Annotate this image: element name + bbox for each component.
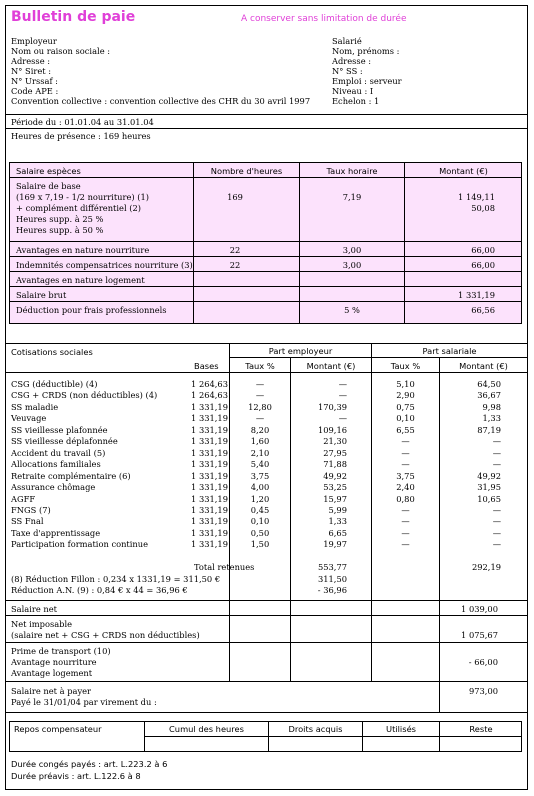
net-salary-amount: 1 039,00 bbox=[461, 604, 498, 614]
contrib-row-ee-rate: — bbox=[401, 459, 410, 469]
contrib-row-er-rate: 8,20 bbox=[250, 425, 270, 435]
contrib-row-base: 1 331,19 bbox=[191, 539, 228, 549]
contrib-row-label: SS Fnal bbox=[11, 516, 44, 526]
contrib-row-base: 1 331,19 bbox=[191, 402, 228, 412]
contrib-row-base: 1 331,19 bbox=[191, 505, 228, 515]
notice-period-note: Durée préavis : art. L.122.6 à 8 bbox=[11, 771, 141, 781]
repos-utilises-heading: Utilisés bbox=[386, 724, 416, 734]
contrib-row-ee-amount: 10,65 bbox=[477, 494, 501, 504]
contrib-row-ee-rate: 0,10 bbox=[396, 413, 415, 423]
employer-line: Adresse : bbox=[11, 56, 51, 66]
salary-base-line: Salaire de base bbox=[16, 181, 81, 191]
salary-base-rate: 7,19 bbox=[342, 192, 362, 202]
total-label: Total retenues bbox=[194, 562, 255, 572]
er-rate-heading: Taux % bbox=[245, 361, 275, 371]
salary-base-line: + complément différentiel (2) bbox=[16, 203, 141, 213]
contrib-row-label: CSG (déductible) (4) bbox=[11, 379, 98, 389]
payslip-page bbox=[5, 5, 528, 790]
employee-line: Echelon : 1 bbox=[332, 96, 380, 106]
contrib-row-er-amount: 1,33 bbox=[328, 516, 347, 526]
employee-part-heading: Part salariale bbox=[422, 346, 477, 356]
contrib-row-base: 1 331,19 bbox=[191, 528, 228, 538]
bases-heading: Bases bbox=[194, 361, 219, 371]
contrib-row-label: Accident du travail (5) bbox=[11, 448, 106, 458]
employer-line: Convention collective : convention collective des CHR du 30 avril 1997 bbox=[11, 96, 311, 106]
contrib-row-er-rate: 0,10 bbox=[250, 516, 270, 526]
contrib-row-ee-rate: 3,75 bbox=[396, 471, 415, 481]
employee-line: Emploi : serveur bbox=[332, 76, 402, 86]
contrib-row-label: Assurance chômage bbox=[11, 482, 96, 492]
repos-droits-heading: Droits acquis bbox=[288, 724, 343, 734]
contrib-row-er-amount: 71,88 bbox=[323, 459, 347, 469]
fillon-amount: 311,50 bbox=[317, 574, 347, 584]
contrib-row-label: SS vieillesse plafonnée bbox=[11, 425, 108, 435]
salary-header-rate: Taux horaire bbox=[326, 166, 378, 176]
contrib-row-label: Allocations familiales bbox=[11, 459, 101, 469]
contrib-row-label: Veuvage bbox=[11, 413, 47, 423]
repos-heading: Repos compensateur bbox=[14, 724, 102, 734]
employer-line: N° Urssaf : bbox=[11, 76, 58, 86]
contrib-row-base: 1 331,19 bbox=[191, 413, 228, 423]
contrib-row-label: SS vieillesse déplafonnée bbox=[11, 436, 118, 446]
net-pay-label: Salaire net à payer bbox=[11, 686, 92, 696]
contrib-row-label: Participation formation continue bbox=[11, 539, 149, 549]
contrib-heading: Cotisations sociales bbox=[11, 347, 93, 357]
contrib-row-er-rate: 4,00 bbox=[250, 482, 270, 492]
contrib-row-ee-amount: — bbox=[492, 436, 501, 446]
page-subtitle: A conserver sans limitation de durée bbox=[241, 14, 407, 24]
salary-row-label: Salaire brut bbox=[16, 290, 67, 300]
period: Période du : 01.01.04 au 31.01.04 bbox=[11, 117, 154, 127]
an-reduction: Réduction A.N. (9) : 0,84 € x 44 = 36,96 € bbox=[11, 585, 188, 595]
salary-row-rate: 5 % bbox=[344, 305, 360, 315]
contrib-row-base: 1 331,19 bbox=[191, 494, 228, 504]
employee-block bbox=[332, 36, 402, 106]
contrib-row-ee-rate: — bbox=[401, 528, 410, 538]
total-employer: 553,77 bbox=[317, 562, 347, 572]
salary-row-amount: 66,00 bbox=[471, 260, 495, 270]
contrib-row-er-amount: 109,16 bbox=[317, 425, 347, 435]
salary-row-amount: 66,56 bbox=[471, 305, 495, 315]
contrib-row-ee-rate: 0,80 bbox=[396, 494, 415, 504]
contrib-row-ee-rate: 2,40 bbox=[396, 482, 415, 492]
contrib-row-ee-amount: 64,50 bbox=[477, 379, 501, 389]
paid-leave-note: Durée congés payés : art. L.223.2 à 6 bbox=[11, 759, 168, 769]
contrib-row-ee-amount: — bbox=[492, 505, 501, 515]
contrib-row-label: SS maladie bbox=[11, 402, 59, 412]
salary-base-hours: 169 bbox=[227, 192, 243, 202]
contrib-row-er-rate: 12,80 bbox=[248, 402, 272, 412]
taxable-net-label: Net imposable bbox=[11, 619, 73, 629]
divider bbox=[6, 114, 527, 115]
fillon-reduction: (8) Réduction Fillon : 0,234 x 1331,19 = 311,50 € bbox=[11, 574, 221, 584]
employer-part-heading: Part employeur bbox=[268, 346, 333, 356]
contrib-row-base: 1 331,19 bbox=[191, 471, 228, 481]
contrib-row-base: 1 331,19 bbox=[191, 436, 228, 446]
salary-base-line: (169 x 7,19 - 1/2 nourriture) (1) bbox=[16, 192, 150, 202]
housing-benefit: Avantage logement bbox=[11, 668, 93, 678]
contrib-row-er-rate: — bbox=[255, 390, 265, 400]
contrib-row-er-amount: 6,65 bbox=[328, 528, 347, 538]
contrib-row-er-rate: 3,75 bbox=[250, 471, 270, 481]
salary-row-label: Indemnités compensatrices nourriture (3) bbox=[16, 260, 193, 270]
salary-complement-amount: 50,08 bbox=[471, 203, 495, 213]
total-employee: 292,19 bbox=[471, 562, 501, 572]
repos-reste-heading: Reste bbox=[469, 724, 493, 734]
salary-row-hours: 22 bbox=[229, 260, 241, 270]
contrib-row-er-rate: 2,10 bbox=[250, 448, 270, 458]
employer-line: N° Siret : bbox=[11, 66, 52, 76]
contrib-row-er-amount: 49,92 bbox=[323, 471, 347, 481]
contrib-row-ee-rate: 6,55 bbox=[396, 425, 415, 435]
divider bbox=[6, 128, 527, 129]
contrib-row-ee-rate: 0,75 bbox=[396, 402, 415, 412]
contrib-row-er-amount: — bbox=[338, 379, 347, 389]
contrib-row-er-amount: 53,25 bbox=[323, 482, 347, 492]
contrib-row-ee-amount: 49,92 bbox=[477, 471, 501, 481]
employer-heading: Employeur bbox=[11, 36, 57, 46]
contrib-row-ee-amount: 9,98 bbox=[482, 402, 501, 412]
contrib-row-ee-rate: 5,10 bbox=[396, 379, 415, 389]
contrib-row-ee-rate: — bbox=[401, 448, 410, 458]
contrib-row-er-rate: 1,50 bbox=[250, 539, 270, 549]
net-salary-label: Salaire net bbox=[11, 604, 57, 614]
contrib-row-base: 1 331,19 bbox=[191, 516, 228, 526]
ee-amount-heading: Montant (€) bbox=[459, 361, 508, 371]
payment-info: Payé le 31/01/04 par virement du : bbox=[11, 697, 157, 707]
contrib-row-base: 1 331,19 bbox=[191, 448, 228, 458]
salary-base-line: Heures supp. à 50 % bbox=[16, 225, 104, 235]
contrib-row-ee-amount: 36,67 bbox=[477, 390, 501, 400]
contrib-row-ee-rate: 2,90 bbox=[396, 390, 415, 400]
salary-row-label: Avantages en nature logement bbox=[16, 275, 145, 285]
er-amount-heading: Montant (€) bbox=[306, 361, 356, 371]
contrib-row-ee-amount: — bbox=[492, 528, 501, 538]
benefit-deduction-amount: - 66,00 bbox=[468, 657, 498, 667]
salary-row-amount: 1 331,19 bbox=[458, 290, 495, 300]
contrib-row-ee-rate: — bbox=[401, 539, 410, 549]
employer-block bbox=[11, 36, 310, 106]
contrib-row-er-amount: — bbox=[338, 390, 347, 400]
contrib-row-er-rate: 0,45 bbox=[250, 505, 270, 515]
salary-row-hours: 22 bbox=[229, 245, 241, 255]
contrib-row-ee-rate: — bbox=[401, 516, 410, 526]
contrib-row-ee-rate: — bbox=[401, 505, 410, 515]
employee-line: Adresse : bbox=[332, 56, 372, 66]
contrib-row-er-amount: 19,97 bbox=[323, 539, 347, 549]
contrib-row-ee-rate: — bbox=[401, 436, 410, 446]
food-benefit: Avantage nourriture bbox=[11, 657, 97, 667]
an-amount: - 36,96 bbox=[317, 585, 347, 595]
ee-rate-heading: Taux % bbox=[390, 361, 421, 371]
salary-base-line: Heures supp. à 25 % bbox=[16, 214, 104, 224]
contrib-row-ee-amount: 87,19 bbox=[477, 425, 501, 435]
contrib-row-label: Taxe d'apprentissage bbox=[11, 528, 101, 538]
contrib-row-er-amount: 21,30 bbox=[323, 436, 347, 446]
salary-row-label: Déduction pour frais professionnels bbox=[16, 305, 167, 315]
hours-present: Heures de présence : 169 heures bbox=[11, 131, 151, 141]
taxable-net-amount: 1 075,67 bbox=[461, 630, 498, 640]
contrib-row-er-rate: 0,50 bbox=[250, 528, 270, 538]
employer-line: Nom ou raison sociale : bbox=[11, 46, 111, 56]
net-pay-amount: 973,00 bbox=[468, 686, 498, 696]
contrib-row-base: 1 264,63 bbox=[191, 390, 228, 400]
repos-cumul-heading: Cumul des heures bbox=[169, 724, 244, 734]
contrib-row-er-rate: 1,60 bbox=[250, 436, 270, 446]
employee-heading: Salarié bbox=[332, 36, 362, 46]
contrib-row-er-rate: — bbox=[255, 379, 265, 389]
contrib-row-er-amount: 170,39 bbox=[317, 402, 347, 412]
transport-bonus: Prime de transport (10) bbox=[11, 646, 111, 656]
salary-header-amount: Montant (€) bbox=[439, 166, 488, 176]
contrib-row-base: 1 331,19 bbox=[191, 425, 228, 435]
contrib-row-ee-amount: — bbox=[492, 539, 501, 549]
employee-line: Niveau : I bbox=[332, 86, 374, 96]
contrib-row-label: CSG + CRDS (non déductibles) (4) bbox=[11, 390, 158, 400]
contrib-row-er-amount: 5,99 bbox=[328, 505, 347, 515]
employee-line: Nom, prénoms : bbox=[332, 46, 400, 56]
salary-row-rate: 3,00 bbox=[342, 260, 362, 270]
contrib-row-er-rate: — bbox=[255, 413, 265, 423]
contrib-row-ee-amount: — bbox=[492, 459, 501, 469]
contrib-row-ee-amount: 31,95 bbox=[477, 482, 501, 492]
contrib-row-label: AGFF bbox=[11, 494, 36, 504]
employee-line: N° SS : bbox=[332, 66, 363, 76]
contrib-row-er-amount: 27,95 bbox=[323, 448, 347, 458]
salary-header-label: Salaire espèces bbox=[16, 166, 81, 176]
contrib-row-label: FNGS (7) bbox=[11, 505, 51, 515]
salary-base-amount: 1 149,11 bbox=[458, 192, 495, 202]
contrib-row-ee-amount: 1,33 bbox=[482, 413, 501, 423]
employer-line: Code APE : bbox=[11, 86, 59, 96]
contrib-row-base: 1 264,63 bbox=[191, 379, 228, 389]
contrib-row-ee-amount: — bbox=[492, 448, 501, 458]
salary-header-hours: Nombre d'heures bbox=[210, 166, 283, 176]
contrib-row-er-amount: 15,97 bbox=[323, 494, 347, 504]
page-title: Bulletin de paie bbox=[11, 9, 136, 25]
salary-row-label: Avantages en nature nourriture bbox=[16, 245, 150, 255]
contrib-row-base: 1 331,19 bbox=[191, 482, 228, 492]
salary-row-amount: 66,00 bbox=[471, 245, 495, 255]
contrib-row-er-amount: — bbox=[338, 413, 347, 423]
contrib-row-ee-amount: — bbox=[492, 516, 501, 526]
contrib-row-label: Retraite complémentaire (6) bbox=[11, 471, 131, 481]
contrib-row-er-rate: 1,20 bbox=[250, 494, 270, 504]
taxable-net-detail: (salaire net + CSG + CRDS non déductibles) bbox=[11, 630, 200, 640]
salary-row-rate: 3,00 bbox=[342, 245, 362, 255]
contrib-row-base: 1 331,19 bbox=[191, 459, 228, 469]
contrib-row-er-rate: 5,40 bbox=[250, 459, 270, 469]
